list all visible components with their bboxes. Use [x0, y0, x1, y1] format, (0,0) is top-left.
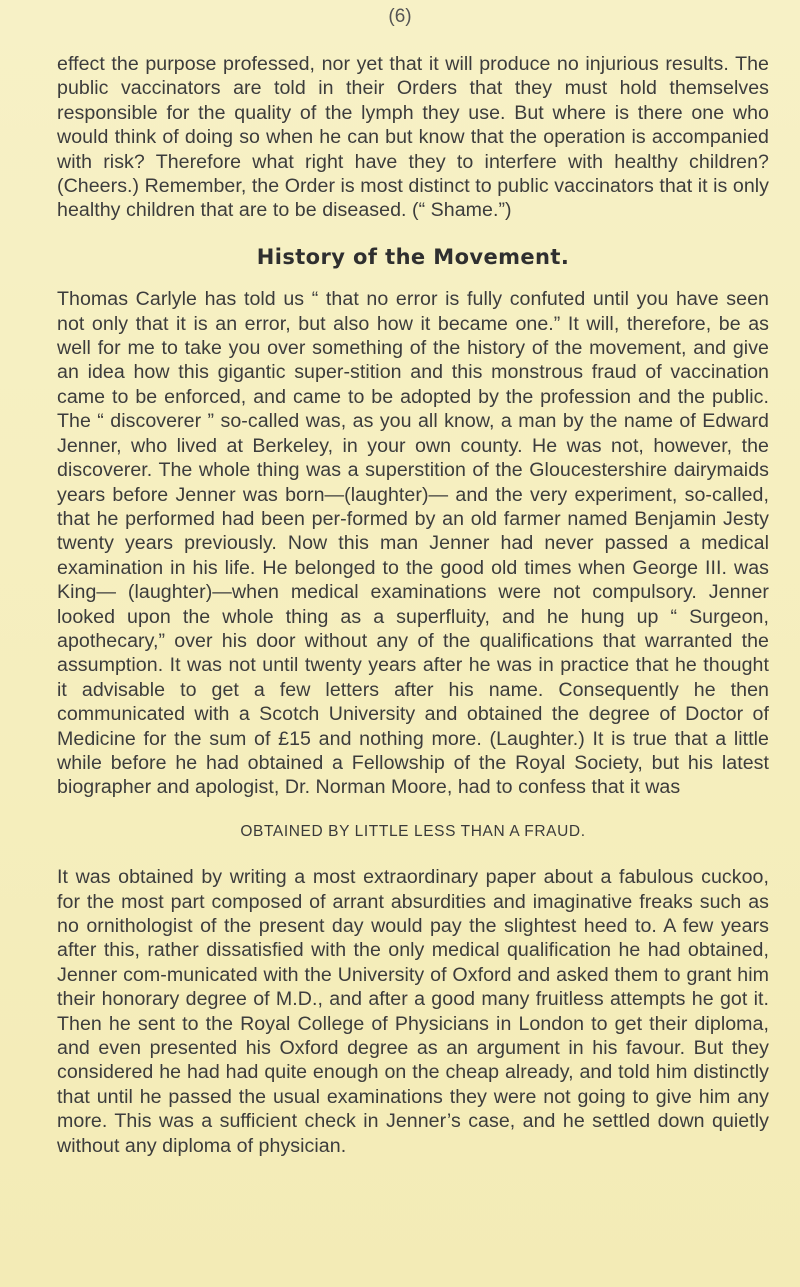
paragraph-opening: effect the purpose professed, nor yet that it will produce no injurious results. The public vaccinators are told in their Orders that they must hold themselves responsible for the quality of the lymph they use. But where is there one who would think of doing so when he can but know that the operation is accompanied with risk? Therefore what right have they to interfere with healthy children? (Cheers.) Remember, the Order is most distinct to public vaccinators that it is only healthy children that are to be diseased. (“ Shame.”) [57, 53, 770, 222]
paragraph-history: Thomas Carlyle has told us “ that no error is fully confuted until you have seen not only that it is an error, but also how it became one.” It will, therefore, be as well for me to take you over something of the history of the movement, and give an idea how this gigantic super-stition and this monstrous fraud of vaccination came to be enforced, and came to be adopted by the profession and the public. The “ discoverer ” so-called was, as you all know, a man by the name of Edward Jenner, who lived at Berkeley, in your own county. He was not, however, the discoverer. The whole thing was a superstition of the Gloucestershire dairymaids years before Jenner was born—(laughter)— and the very experiment, so-called, that he performed had been per-formed by an old farmer named Benjamin Jesty twenty years previously. Now this man Jenner had never passed a medical examination in his life. He belonged to the good old times when George III. was King— (laughter)—when medical examinations were not compulsory. Jenner looked upon the whole thing as a superfluity, and he hung up “ Surgeon, apothecary,” over his door without any of the qualifications that warranted the assumption. It was not until twenty years after he was in practice that he thought it advisable to get a few letters after his name. Consequently he then communicated with a Scotch University and obtained the degree of Doctor of Medicine for the sum of £15 and nothing more. (Laughter.) It is true that a little while before he had obtained a Fellowship of the Royal Society, but his latest biographer and apologist, Dr. Norman Moore, had to confess that it was [57, 288, 769, 799]
section-heading: History of the Movement. [256, 244, 570, 269]
document-body [57, 52, 769, 1158]
subheading-caps: OBTAINED BY LITTLE LESS THAN A FRAUD. [240, 822, 586, 840]
paragraph-cuckoo: It was obtained by writing a most extraordinary paper about a fabulous cuckoo, for the most part composed of arrant absurdities and imaginative freaks such as no ornithologist of the present day would pay the slightest heed to. A few years after this, rather dissatisfied with the only medical qualification he had obtained, Jenner com-municated with the University of Oxford and asked them to grant him their honorary degree of M.D., and after a good many fruitless attempts he got it. Then he sent to the Royal College of Physicians in London to get their diploma, and even presented his Oxford degree as an argument in his favour. But they considered he had had quite enough on the cheap already, and told him distinctly that until he passed the usual examinations they were not going to give him any more. This was a sufficient check in Jenner’s case, and he settled down quietly without any diploma of physician. [57, 866, 769, 1157]
page-number: (6) [388, 6, 412, 27]
